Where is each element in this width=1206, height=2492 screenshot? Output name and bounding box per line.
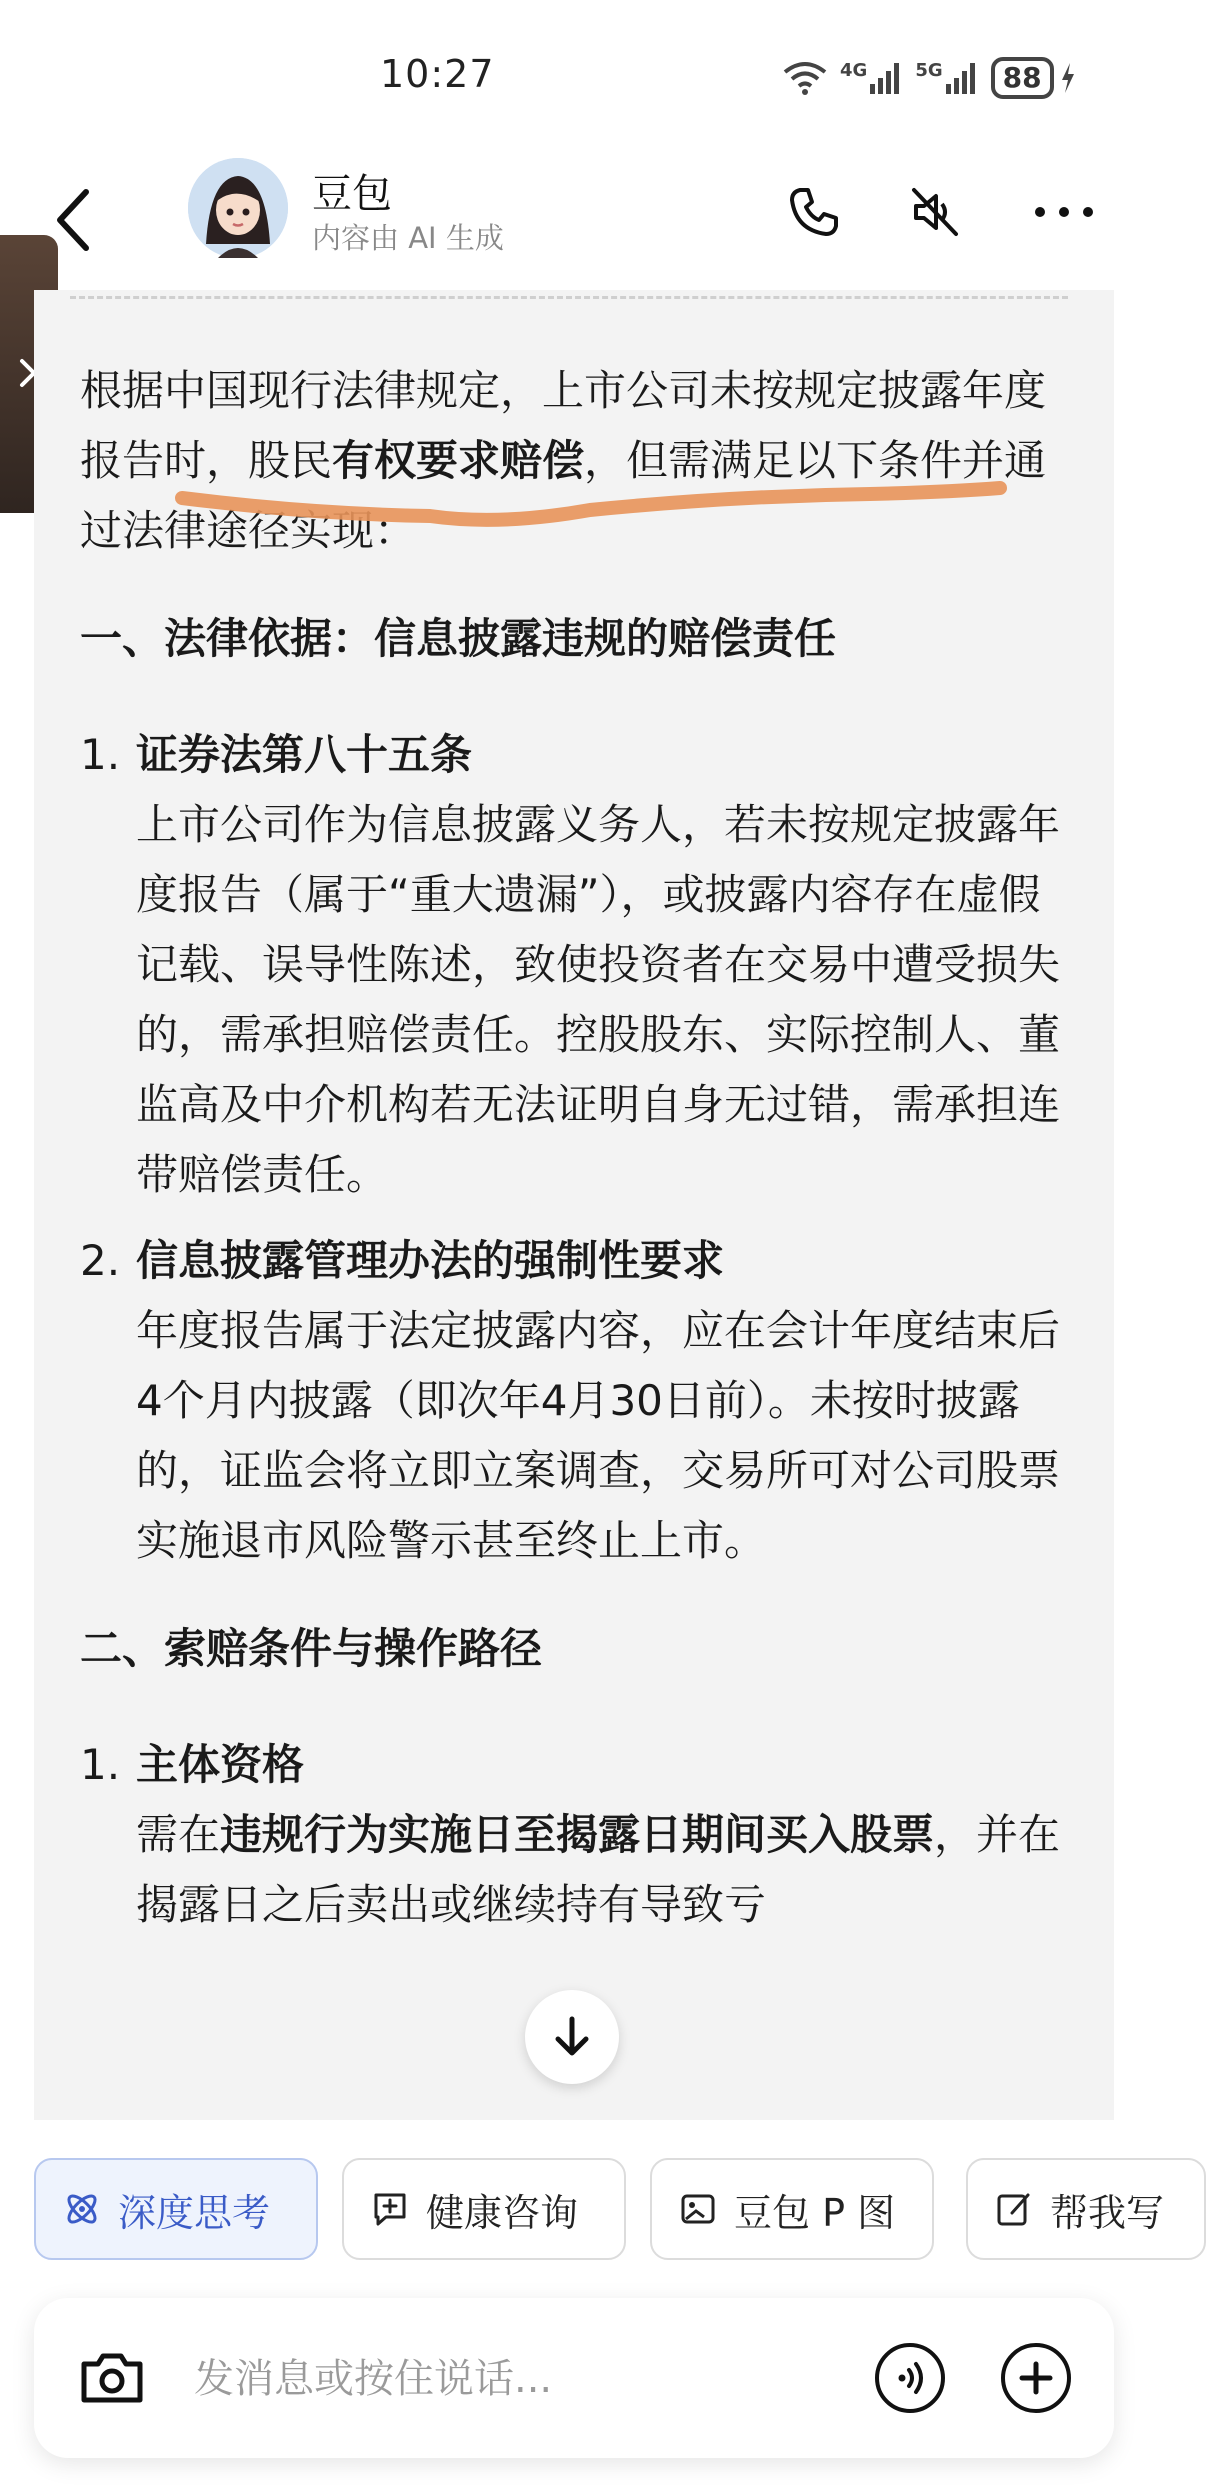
status-bar: [0, 0, 1148, 150]
message-input[interactable]: [192, 2340, 796, 2418]
camera-icon: [74, 2340, 150, 2416]
item-body: 上市公司作为信息披露义务人，若未按规定披露年度报告（属于“重大遗漏”），或披露内容存在虚假记载、误导性陈述，致使投资者在交易中遭受损失的，需承担赔偿责任。控股股东、实际控制人、董监高及中介机构若无法证明自身无过错，需承担连带赔偿责任。: [136, 800, 1061, 1199]
avatar[interactable]: [188, 158, 288, 258]
item-title: 主体资格: [136, 1740, 305, 1789]
chip-label: 豆包 P 图: [734, 2190, 896, 2235]
chat-plus-icon: [370, 2189, 410, 2229]
item-body: 需在违规行为实施日至揭露日期间买入股票，并在揭露日之后卖出或继续持有导致亏: [136, 1810, 1061, 1929]
plus-icon: [998, 2340, 1074, 2416]
chip-help-write[interactable]: [966, 2158, 1206, 2260]
item-number: 2.: [80, 1236, 121, 1285]
camera-button[interactable]: [74, 2340, 150, 2416]
status-time: 10:27: [380, 52, 495, 96]
atom-icon: [62, 2189, 102, 2229]
more-button[interactable]: [1024, 172, 1104, 252]
voice-icon: [872, 2340, 948, 2416]
chat-title: 豆包: [312, 171, 392, 217]
signal-icon: [945, 60, 979, 96]
intro-text-2: ，但需满足以下条件并通过法律途径实现：: [80, 436, 1047, 555]
item-number: 1.: [80, 730, 121, 779]
item-number: 1.: [80, 1740, 121, 1789]
section-heading-1: 一、法律依据：信息披露违规的赔偿责任: [80, 614, 837, 663]
ai-message-bubble: [34, 290, 1114, 2120]
chip-label: 深度思考: [118, 2190, 271, 2235]
call-button[interactable]: [774, 172, 854, 252]
section-heading-2: 二、索赔条件与操作路径: [80, 1624, 543, 1673]
chat-header: [0, 150, 1148, 290]
chip-health-consult[interactable]: [342, 2158, 626, 2260]
list-item: [80, 720, 1080, 1210]
message-input-bar: [34, 2298, 1114, 2458]
plus-button[interactable]: [998, 2340, 1074, 2416]
voice-button[interactable]: [872, 2340, 948, 2416]
mute-icon: [906, 184, 962, 240]
network-4g-label: 4G: [840, 60, 868, 81]
intro-bold: 有权要求赔偿: [332, 436, 585, 485]
network-5g-label: 5G: [915, 60, 943, 81]
signal-icon: [869, 60, 903, 96]
avatar-image: [188, 158, 288, 258]
mute-button[interactable]: [894, 172, 974, 252]
item-title: 证券法第八十五条: [136, 730, 473, 779]
chip-deep-thinking[interactable]: [34, 2158, 318, 2260]
image-edit-icon: [678, 2189, 718, 2229]
scroll-to-bottom-button[interactable]: [525, 1990, 619, 2084]
divider: [70, 296, 1068, 299]
chat-subtitle: 内容由 AI 生成: [312, 221, 504, 255]
charging-icon: [1060, 63, 1076, 93]
chip-label: 健康咨询: [426, 2190, 579, 2235]
message-content: [80, 356, 1080, 1956]
list-item: [80, 1226, 1080, 1576]
chip-image-edit[interactable]: [650, 2158, 934, 2260]
intro-text-1: 根据中国现行法律规定，上市公司未按规定披露年度报告时，股民: [80, 366, 1047, 485]
edit-icon: [994, 2189, 1034, 2229]
quick-actions: [34, 2158, 1165, 2268]
wifi-icon: [782, 60, 828, 96]
battery-level: 88: [991, 57, 1054, 99]
phone-icon: [786, 184, 842, 240]
more-icon: [1032, 202, 1096, 222]
item-title: 信息披露管理办法的强制性要求: [136, 1236, 725, 1285]
arrow-down-icon: [552, 2015, 592, 2059]
item-body: 年度报告属于法定披露内容，应在会计年度结束后4个月内披露（即次年4月30日前）。未按时披露的，证监会将立即立案调查，交易所可对公司股票实施退市风险警示甚至终止上市。: [136, 1306, 1061, 1565]
chip-label: 帮我写: [1050, 2190, 1165, 2235]
list-item: [80, 1730, 1080, 1940]
battery-indicator: [991, 57, 1076, 99]
intro-paragraph: [80, 356, 1080, 566]
status-icons: [782, 52, 1076, 104]
